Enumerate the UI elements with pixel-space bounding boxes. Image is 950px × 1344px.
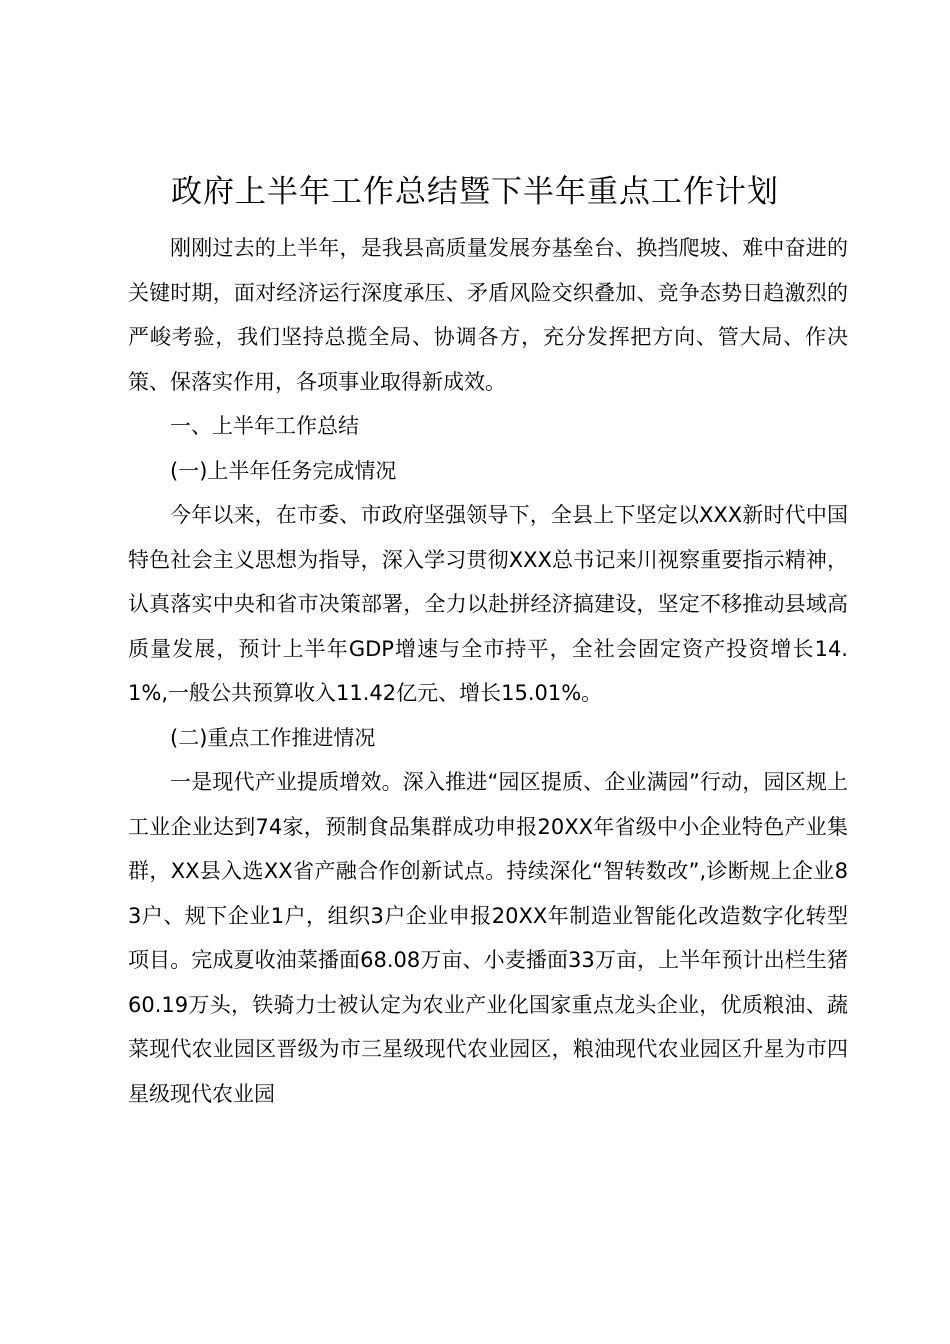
document-body	[128, 226, 848, 1116]
subsection-heading-1: (一)上半年任务完成情况	[170, 458, 397, 483]
paragraph-intro: 刚刚过去的上半年，是我县高质量发展夯基垒台、换挡爬坡、难中奋进的关键时期，面对经济运行深度承压、矛盾风险交织叠加、竞争态势日趋激烈的严峻考验，我们坚持总揽全局、协调各方，充分发挥把方向、管大局、作决策、保落实作用，各项事业取得新成效。	[128, 236, 848, 394]
paragraph-task-completion: 今年以来，在市委、市政府坚强领导下，全县上下坚定以XXX新时代中国特色社会主义思想为指导，深入学习贯彻XXX总书记来川视察重要指示精神，认真落实中央和省市决策部署，全力以赴拼经济搞建设，坚定不移推动县域高质量发展，预计上半年GDP增速与全市持平，全社会固定资产投资增长14.1%,一般公共预算收入11.42亿元、增长15.01%。	[128, 503, 848, 705]
document-title: 政府上半年工作总结暨下半年重点工作计划	[171, 174, 779, 210]
section-heading-1: 一、上半年工作总结	[170, 414, 359, 438]
subsection-heading-2: (二)重点工作推进情况	[170, 725, 376, 750]
paragraph-industry: 一是现代产业提质增效。深入推进“园区提质、企业满园”行动，园区规上工业企业达到74家，预制食品集群成功申报20XX年省级中小企业特色产业集群，XX县入选XX省产融合作创新试点。持续深化“智转数改”,诊断规上企业83户、规下企业1户，组织3户企业申报20XX年制造业智能化改造数字化转型项目。完成夏收油菜播面68.08万亩、小麦播面33万亩，上半年预计出栏生猪60.19万头，铁骑力士被认定为农业产业化国家重点龙头企业，优质粮油、蔬菜现代农业园区晋级为市三星级现代农业园区，粮油现代农业园区升星为市四星级现代农业园	[128, 770, 848, 1106]
